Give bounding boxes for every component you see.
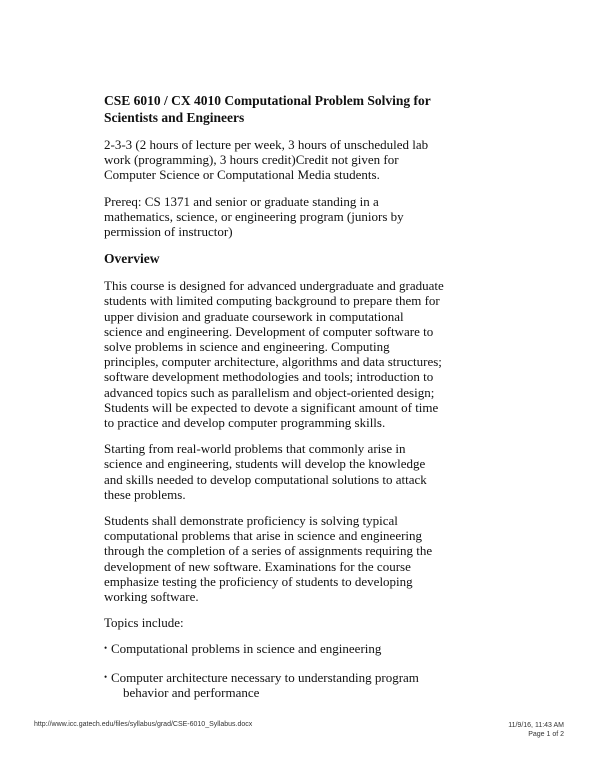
course-title: CSE 6010 / CX 4010 Computational Problem Solving for Scientists and Engineers: [104, 93, 431, 125]
overview-heading: Overview: [104, 251, 160, 267]
page-number: Page 1 of 2: [528, 731, 564, 738]
topic-text-continuation: behavior and performance: [123, 684, 260, 700]
overview-paragraph-3: Students shall demonstrate proficiency is solving typical computational problems that arise in science and engineering through the completion of a series of assignments requiring the development of new software. Examinations for the course emphasize testing the proficiency of students to developing working software.: [104, 513, 433, 605]
bullet-icon: •: [104, 643, 108, 654]
topics-list: [104, 641, 444, 700]
prereq-paragraph: Prereq: CS 1371 and senior or graduate standing in a mathematics, science, or engineering program (juniors by permission of instructor): [104, 193, 404, 240]
footer-right: [508, 721, 564, 739]
source-url: http://www.icc.gatech.edu/files/syllabus/grad/CSE-6010_Syllabus.docx: [34, 721, 253, 728]
print-timestamp: 11/9/16, 11:43 AM: [508, 722, 564, 729]
list-item: [104, 670, 444, 700]
list-item: [104, 641, 444, 656]
overview-paragraph-1: This course is designed for advanced undergraduate and graduate students with limited computing background to prepare them for upper division and graduate coursework in computational science and engineering. Development of computer software to solve problems in science and engineering. Computing principles, computer architecture, algorithms and data structures; software development methodologies and tools; introduction to advanced topics such as parallelism and object-oriented design; Students will be expected to devote a significant amount of time to practice and develop computer programming skills.: [104, 278, 444, 431]
bullet-icon: •: [104, 671, 108, 682]
topic-text: Computational problems in science and engineering: [111, 641, 382, 657]
topics-intro: Topics include:: [104, 615, 184, 631]
credits-paragraph: 2-3-3 (2 hours of lecture per week, 3 hours of unscheduled lab work (programming), 3 hours credit)Credit not given for Computer Science or Computational Media students.: [104, 137, 429, 183]
topic-text: Computer architecture necessary to understanding program: [111, 669, 419, 685]
overview-paragraph-2: Starting from real-world problems that commonly arise in science and engineering, students will develop the knowledge and skills needed to develop computational solutions to attack these problems.: [104, 441, 427, 502]
document-body: [104, 92, 444, 713]
